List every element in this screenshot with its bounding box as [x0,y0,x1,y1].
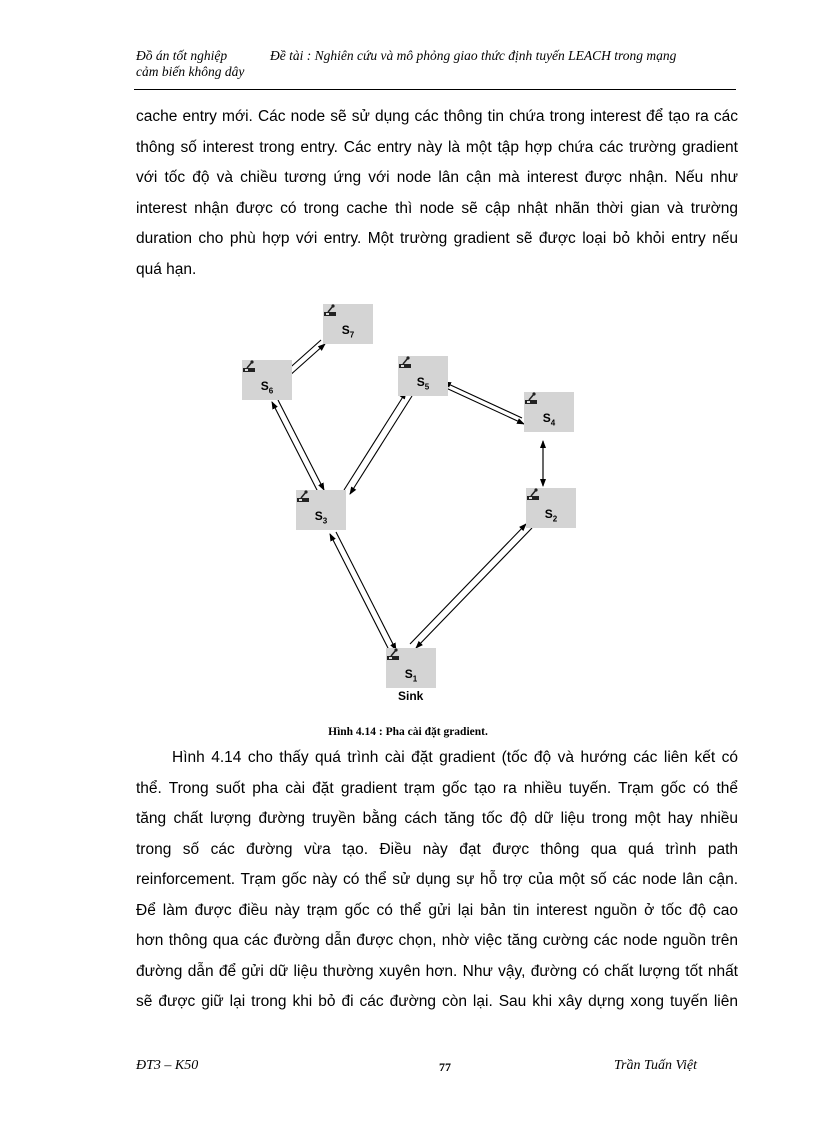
sensor-icon [386,648,400,662]
sensor-icon [398,356,412,370]
text-line: thông số interest trong entry. Các entry này là một tập hợp chứa các trường gradient [136,138,738,156]
text-line: đường dẫn để gửi dữ liệu thường xuyên hơn. Như vậy, đường có chất lượng tốt nhất [136,962,738,980]
arrow-s5-to-s4 [446,388,524,424]
footer-author: Trần Tuấn Việt [614,1058,697,1073]
text-line: interest nhận được có trong cache thì node sẽ cập nhật nhãn thời gian và trường [136,199,738,217]
node-label: $S_4$ [542,411,556,428]
paragraph-2 [136,743,738,1018]
arrow-s5-to-s3 [350,396,412,494]
node-label: $S_2$ [544,507,558,524]
arrow-s3-to-s5 [344,392,406,490]
sensor-icon [296,490,310,504]
sensor-icon [524,392,538,406]
node-s1-sink [386,648,436,688]
node-label: $S_7$ [341,323,355,340]
header-divider [134,89,736,90]
text-line: reinforcement. Trạm gốc này có thể sử dụng sự hỗ trợ của một số các node lân cận. [136,871,738,888]
page-number: 77 [439,1060,451,1074]
node-s2 [526,488,576,528]
node-label: $S_3$ [314,509,328,526]
figure-caption: Hình 4.14 : Pha cài đặt gradient. [328,726,488,738]
text-line: duration cho phù hợp với entry. Một trường gradient sẽ được loại bỏ khỏi entry nếu [136,230,738,247]
text-line: sẽ được giữ lại trong khi bỏ đi các đường còn lại. Sau khi xây dựng xong tuyến liên [136,993,738,1010]
gradient-setup-figure [230,300,590,710]
text-line: trong số các đường vừa tạo. Điều này đạt được thông qua quá trình path [136,840,738,858]
text-line: với tốc độ và chiều tương ứng với node lân cận mà interest được nhận. Nếu như [136,169,738,186]
text-line: Hình 4.14 cho thấy quá trình cài đặt gradient (tốc độ và hướng các liên kết có [172,749,738,766]
arrow-s1-to-s3 [330,534,390,652]
text-line: cache entry mới. Các node sẽ sử dụng các thông tin chứa trong interest để tạo ra các [136,108,738,125]
header-thesis-label: Đồ án tốt nghiệp [136,48,228,63]
footer-class-code: ĐT3 – K50 [136,1058,199,1073]
node-s7 [323,304,373,344]
node-s6 [242,360,292,400]
arrow-s3-to-s1 [336,532,396,650]
node-label: $S_6$ [260,379,274,396]
sensor-icon [242,360,256,374]
arrow-s6-to-s3 [278,400,324,490]
node-label: $S_1$ [404,667,418,684]
text-line: Để làm được điều này trạm gốc có thể gửi lại bản tin interest nguồn ở tốc độ cao [136,901,738,919]
arrow-s3-to-s6 [272,402,318,492]
text-line: thể. Trong suốt pha cài đặt gradient trạm gốc tạo ra nhiều tuyến. Trạm gốc có thể [136,779,738,797]
header-topic-continued: cảm biến không dây [136,64,245,79]
paragraph-1 [136,102,738,285]
node-s3 [296,490,346,530]
text-line: hơn thông qua các đường dẫn được chọn, nhờ việc tăng cường các node nguồn trên [136,932,738,949]
arrow-s4-to-s5 [444,382,522,418]
arrow-s6-to-s7 [288,344,325,377]
text-line: tăng chất lượng đường truyền bằng cách tăng tốc độ dữ liệu trong một hay nhiều [136,810,738,827]
arrow-s1-to-s2 [410,524,526,644]
node-label: $S_5$ [416,375,430,392]
text-line: quá hạn. [136,260,197,278]
node-s5 [398,356,448,396]
sensor-icon [526,488,540,502]
arrow-s2-to-s1 [416,528,532,648]
sensor-icon [323,304,337,318]
header-topic: Đề tài : Nghiên cứu và mô phỏng giao thức định tuyến LEACH trong mạng [270,48,677,63]
sink-label: Sink [398,689,424,703]
node-s4 [524,392,574,432]
